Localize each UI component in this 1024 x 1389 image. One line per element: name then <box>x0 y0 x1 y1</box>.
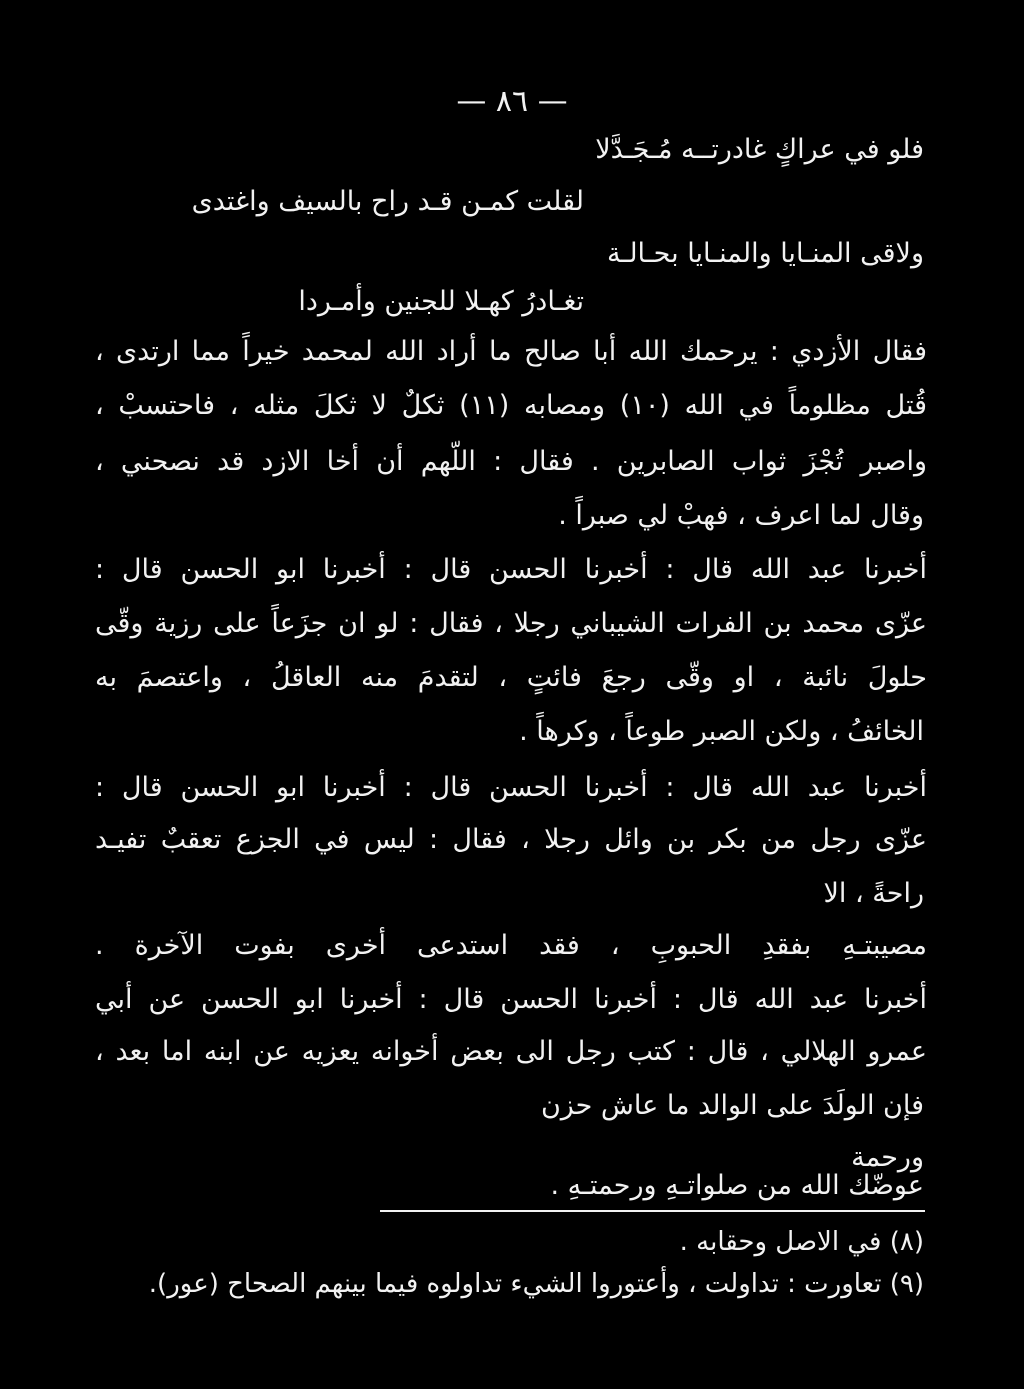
body-line: ورحمة <box>851 1142 924 1173</box>
body-line: عزّى محمد بن الفرات الشيباني رجلا ، فقال : لو ان جزَعاً على رزية وقّى <box>95 608 927 639</box>
body-line: عزّى رجل من بكر بن وائل رجلا ، فقال : ليس في الجزع تعقبٌ تفيـد <box>95 824 927 855</box>
body-line: مصيبتـهِ بفقدِ الحبوبِ ، فقد استدعى أخرى بفوت الآخرة . <box>95 930 927 961</box>
body-line: أخبرنا عبد الله قال : أخبرنا الحسن قال : أخبرنا ابو الحسن قال : <box>95 772 927 803</box>
body-line: عمرو الهلالي ، قال : كتب رجل الى بعض أخوانه يعزيه عن ابنه اما بعد ، <box>95 1036 927 1067</box>
body-line: حلولَ نائبة ، او وقّى رجعَ فائتٍ ، لتقدمَ منه العاقلُ ، واعتصمَ به <box>95 662 927 693</box>
verse-line: تغـادرُ كهـلا للجنين وأمـردا <box>298 286 584 317</box>
verse-line: لقلت كمـن قـد راح بالسيف واغتدى <box>191 186 584 217</box>
body-line: أخبرنا عبد الله قال : أخبرنا الحسن قال : أخبرنا ابو الحسن قال : <box>95 554 927 585</box>
page-number: — ٨٦ — <box>456 84 568 119</box>
body-line: واصبر تُجْزَ ثواب الصابرين . فقال : اللّهم أن أخا الازد قد نصحني ، <box>95 446 927 477</box>
body-line: فإن الولَدَ على الوالد ما عاش حزن <box>540 1090 924 1121</box>
body-line: وقال لما اعرف ، فهبْ لي صبراً . <box>558 500 924 531</box>
body-line: فقال الأزدي : يرحمك الله أبا صالح ما أراد الله لمحمد خيراً مما ارتدى ، <box>95 336 927 367</box>
body-line: راحةً ، الا <box>823 878 924 909</box>
body-line: عوضّك الله من صلواتـهِ ورحمتـهِ . <box>550 1170 924 1201</box>
footnote: (٨) في الاصل وحقابه . <box>679 1227 924 1257</box>
verse-line: فلو في عراكٍ غادرتــه مُـجَـدَّلا <box>595 134 924 165</box>
body-line: قُتل مظلوماً في الله (١٠) ومصابه (١١) ثكلٌ لا ثكلَ مثله ، فاحتسبْ ، <box>95 390 927 421</box>
footnote-divider <box>380 1210 925 1212</box>
footnote: (٩) تعاورت : تداولت ، وأعتوروا الشيء تداولوه فيما بينهم الصحاح (عور). <box>148 1269 924 1299</box>
verse-line: ولاقى المنـايا والمنـايا بحـالـة <box>606 238 924 269</box>
body-line: أخبرنا عبد الله قال : أخبرنا الحسن قال : أخبرنا ابو الحسن عن أبي <box>95 984 927 1015</box>
body-line: الخائفُ ، ولكن الصبر طوعاً ، وكرهاً . <box>519 716 924 747</box>
